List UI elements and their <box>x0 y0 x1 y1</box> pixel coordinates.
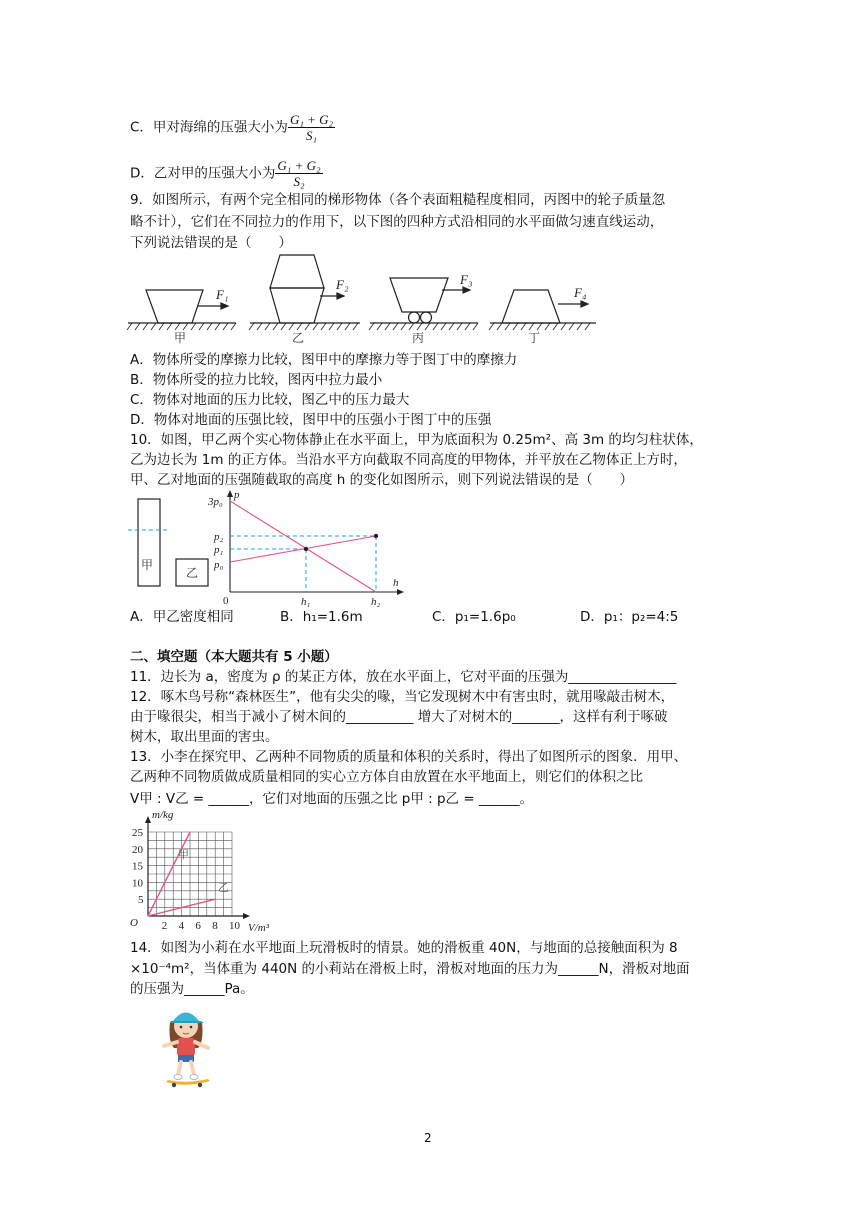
q9-line-3: 下列说法错误的是（ ） <box>130 235 292 251</box>
q13-line-1: 13．小李在探究甲、乙两种不同物质的质量和体积的关系时，得出了如图所示的图象．用甲、 <box>130 749 688 765</box>
q8-option-c-text: C．甲对海绵的压强大小为 <box>130 119 288 136</box>
q9-label-bing: 丙 <box>412 331 425 345</box>
q13-x-axis-label: V/m³ <box>248 922 270 934</box>
q13-chart <box>130 806 290 934</box>
q12-line-2: 由于喙很尖，相当于减小了树木间的__________ 增大了对树木的_______，这样有利于啄破 <box>130 709 668 725</box>
q10-option-a: A．甲乙密度相同 <box>130 609 234 625</box>
q13-x-tick-label: 8 <box>212 920 218 932</box>
page-number: 2 <box>424 1131 432 1145</box>
q9-line-2: 略不计），它们在不同拉力的作用下，以下图的四种方式沿相同的水平面做匀速直线运动， <box>130 214 664 230</box>
q8-option-d-text: D．乙对甲的压强大小为 <box>130 165 276 182</box>
q10-line-1: 10．如图，甲乙两个实心物体静止在水平面上，甲为底面积为 0.25m²、高 3m 的均匀柱状体， <box>130 432 703 448</box>
q10-x-tick-h1: h₁ <box>301 596 311 608</box>
q13-series-jia-label: 甲 <box>178 848 189 861</box>
q14-line-2: ×10⁻⁴m²，当体重为 440N 的小莉站在滑板上时，滑板对地面的压力为______N，滑板对地面 <box>130 961 690 977</box>
q13-x-tick-label: 2 <box>161 920 168 932</box>
q13-line-3: V甲 : V乙 = ______，它们对地面的压强之比 p甲 : p乙 = ______。 <box>130 791 533 807</box>
q9-option-a: A．物体所受的摩擦力比较，图甲中的摩擦力等于图丁中的摩擦力 <box>130 352 518 368</box>
q9-force-f1: F₁ <box>216 287 229 302</box>
q9-force-f4: F₄ <box>574 285 587 300</box>
q9-label-jia: 甲 <box>174 331 187 345</box>
q9-force-f3: F₃ <box>460 272 473 287</box>
q9-force-f2: F₂ <box>336 277 349 292</box>
q10-block-yi-label: 乙 <box>186 566 199 580</box>
q9-option-c: C．物体对地面的压力比较，图乙中的压力最大 <box>130 392 410 408</box>
skateboard-girl-illustration <box>156 1002 216 1088</box>
q13-y-axis-label: m/kg <box>152 809 174 821</box>
q13-y-tick-label: 15 <box>132 860 143 873</box>
q10-y-tick-3p0: 3p₀ <box>208 496 223 508</box>
q13-y-tick-label: 10 <box>132 877 143 890</box>
q14-line-1: 14．如图为小莉在水平地面上玩滑板时的情景。她的滑板重 40N，与地面的总接触面积为 8 <box>130 940 678 956</box>
q8-option-c-fraction: $\frac{\text{G₁ + G₂}}{\text{S₁}}$ <box>289 112 334 143</box>
q9-figure <box>128 250 598 346</box>
q13-x-tick-label: 4 <box>178 920 185 932</box>
q9-line-1: 9．如图所示，有两个完全相同的梯形物体（各个表面粗糙程度相同，丙图中的轮子质量忽 <box>130 192 666 208</box>
q10-y-tick-p2: p₂ <box>214 531 224 543</box>
q13-origin: O <box>130 917 138 929</box>
q12-line-1: 12．啄木鸟号称“森林医生”，他有尖尖的喙，当它发现树木中有害虫时，就用喙敲击树木， <box>130 689 675 705</box>
q13-x-tick-label: 10 <box>229 920 240 932</box>
q10-option-c: C．p₁=1.6p₀ <box>432 609 516 625</box>
q13-y-tick-label: 5 <box>138 894 144 907</box>
q13-x-axis-arrow <box>243 913 250 919</box>
q13-y-axis-arrow <box>145 816 151 823</box>
q10-origin: 0 <box>223 595 229 607</box>
q10-y-axis-label: p <box>234 489 240 501</box>
q13-y-tick-label: 20 <box>132 843 143 856</box>
q9-label-yi: 乙 <box>292 331 305 345</box>
q10-y-tick-p0: p₀ <box>214 559 224 571</box>
q10-option-b: B．h₁=1.6m <box>280 609 363 625</box>
q8-option-c <box>130 112 335 143</box>
q10-figure <box>128 488 418 608</box>
q10-x-tick-h2: h₂ <box>371 596 381 608</box>
q10-y-tick-p1: p₁ <box>214 544 224 556</box>
q9-option-b: B．物体所受的拉力比较，图丙中拉力最小 <box>130 372 383 388</box>
q10-x-axis-label: h <box>393 577 399 589</box>
q13-line-2: 乙两种不同物质做成质量相同的实心立方体自由放置在水平地面上，则它们的体积之比 <box>130 769 643 785</box>
q10-line-2: 乙为边长为 1m 的正方体。当沿水平方向截取不同高度的甲物体，并平放在乙物体正上方时， <box>130 452 687 468</box>
q10-block-jia-label: 甲 <box>141 558 154 572</box>
q12-line-3: 树木，取出里面的害虫。 <box>130 729 279 745</box>
q14-line-3: 的压强为______Pa。 <box>130 981 254 997</box>
q9-option-d: D．物体对地面的压强比较，图甲中的压强小于图丁中的压强 <box>130 412 492 428</box>
q13-x-tick-label: 6 <box>195 920 201 932</box>
q13-y-tick-label: 25 <box>132 827 143 839</box>
q13-grid <box>148 832 232 916</box>
q9-fig-yi <box>249 255 360 330</box>
q9-label-ding: 丁 <box>528 331 541 345</box>
q10-option-d: D．p₁：p₂=4:5 <box>580 609 679 625</box>
q11-text: 11．边长为 a，密度为 ρ 的某正方体，放在水平面上，它对平面的压强为________________ <box>130 669 677 685</box>
section-2-title: 二、填空题（本大题共有 5 小题） <box>130 649 338 665</box>
q8-option-d <box>130 158 323 189</box>
q10-block-jia <box>138 499 160 586</box>
q13-series-yi-label: 乙 <box>218 881 229 894</box>
q8-option-d-fraction: $\frac{\text{G₁ + G₂}}{\text{S₂}}$ <box>277 158 321 189</box>
q10-line-3: 甲、乙对地面的压强随截取的高度 h 的变化如图所示，则下列说法错误的是（ ） <box>130 472 634 488</box>
